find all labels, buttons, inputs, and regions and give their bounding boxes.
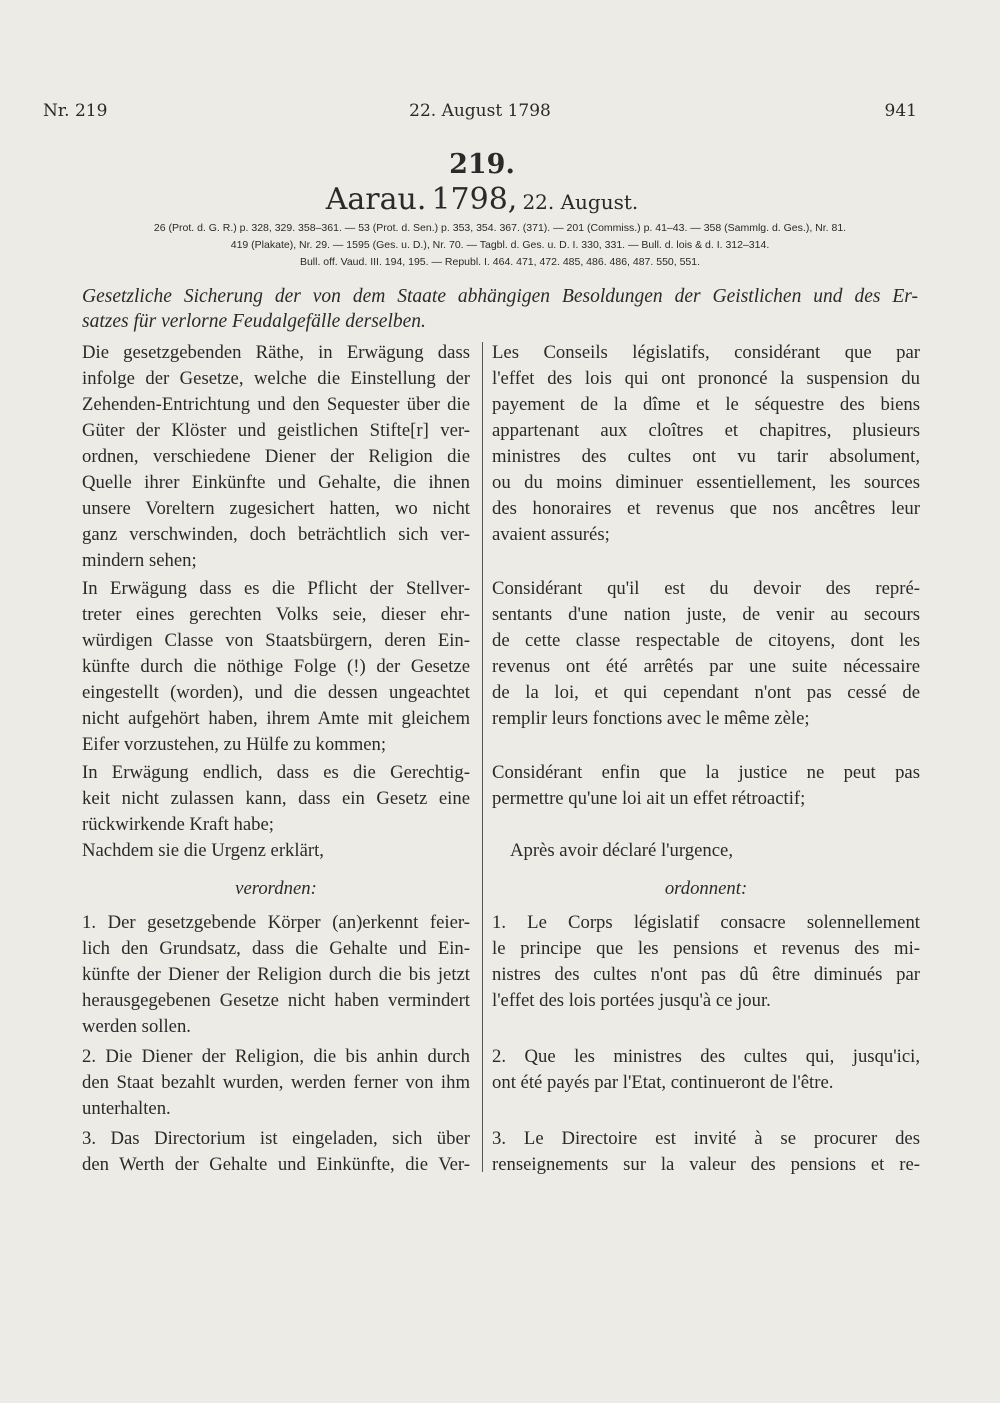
german-verordnen: verordnen: <box>235 878 317 899</box>
french-article-1: 1. Le Corps législatif consacre solennellement le principe que les pensions et revenus des mi- nistres des cultes n'ont pas dû être diminués par l'effet des lois portées jusqu'à ce jour. <box>492 912 920 1011</box>
german-paragraph-3: In Erwägung endlich, dass es die Gerechtig- keit nicht zulassen kann, dass ein Gesetz eine rückwirkende Kraft habe; <box>82 762 470 835</box>
german-article-2: 2. Die Diener der Religion, die bis anhin durch den Staat bezahlt wurden, werden ferner von ihm unterhalten. <box>82 1046 470 1119</box>
source-references <box>70 220 930 271</box>
subject-line: satzes für verlorne Feudalgefälle derselben. <box>82 311 426 332</box>
french-ordonnent: ordonnent: <box>664 878 748 899</box>
subject-line: Gesetzliche Sicherung der von dem Staate abhängigen Besoldungen der Geistlichen und des Er- <box>82 286 918 307</box>
french-article-3: 3. Le Directoire est invité à se procurer des renseignements sur la valeur des pensions et re- <box>492 1128 920 1175</box>
german-article-3: 3. Das Directorium ist eingeladen, sich über den Werth der Gehalte und Einkünfte, die Ver- <box>82 1128 470 1175</box>
german-paragraph-4: Nachdem sie die Urgenz erklärt, <box>82 840 324 861</box>
german-article-1: 1. Der gesetzgebende Körper (an)erkennt feier- lich den Grundsatz, dass die Gehalte und Ein- künfte der Diener der Religion durch die bis jetzt herausgegebenen Gesetze nicht haben vermindert werden sollen. <box>82 912 470 1037</box>
year: 1798, <box>431 182 518 217</box>
german-paragraph-2: In Erwägung dass es die Pflicht der Stellver- treter eines gerechten Volks seie, dieser ehr- würdigen Classe von Staatsbürgern, deren Ein- künfte durch die nöthige Folge (!) der Gesetze eingestellt (worden), und die dessen ungeachtet nicht aufgehört haben, ihrem Amte mit gleichem Eifer vorzustehen, zu Hülfe zu kommen; <box>82 578 470 755</box>
french-paragraph-3: Considérant enfin que la justice ne peut pas permettre qu'une loi ait un effet rétroactif; <box>492 762 920 809</box>
document-number: 219. <box>449 149 515 180</box>
reference-line: Bull. off. Vaud. III. 194, 195. — Republ. I. 464. 471, 472. 485, 486. 486, 487. 550, 551. <box>299 256 701 268</box>
place-name: Aarau. <box>325 182 427 217</box>
subject-heading <box>82 284 918 334</box>
french-paragraph-2: Considérant qu'il est du devoir des repré- sentants d'une nation juste, de venir au secours de cette classe respectable de citoyens, dont les revenus ont été arrêtés par une suite nécessaire de la loi, et qui cependant n'ont pas cessé de remplir leurs fonctions avec le même zèle; <box>492 578 920 729</box>
french-paragraph-1: Les Conseils législatifs, considérant que par l'effet des lois qui ont prononcé la suspension du payement de la dîme et le séquestre des biens appartenant aux cloîtres et chapitres, plusieurs ministres des cultes ont vu tarir absolument, ou du moins diminuer essentiellement, les sources des honoraires et revenus que nos ancêtres leur avaient assurés; <box>492 342 920 545</box>
reference-line: 419 (Plakate), Nr. 29. — 1595 (Ges. u. D.), Nr. 70. — Tagbl. d. Ges. u. D. I. 330, 331. — Bull. d. lois & d. I. 312–314. <box>230 239 770 251</box>
german-paragraph-1: Die gesetzgebenden Räthe, in Erwägung dass infolge der Gesetze, welche die Einstellung der Zehenden-Entrichtung und den Sequester über die Güter der Klöster und geistlichen Stifte[r] ver- ordnen, verschiedene Diener der Religion die Quelle ihrer Einkünfte und Gehalte, die ihnen unsere Voreltern zugesichert hatten, wo nicht ganz verschwinden, doch beträchtlich sich ver- mindern sehen; <box>82 342 470 571</box>
place-date-line <box>0 182 964 222</box>
date: 22. August. <box>522 190 639 214</box>
reference-line: 26 (Prot. d. G. R.) p. 328, 329. 358–361. — 53 (Prot. d. Sen.) p. 353, 354. 367. (371). — 201 (Commiss.) p. 41–43. — 358 (Sammlg. d. Ges.), Nr. 81. <box>153 222 847 234</box>
header-page-number: 941 <box>884 101 917 121</box>
french-paragraph-4: Après avoir déclaré l'urgence, <box>510 840 734 861</box>
header-doc-number: Nr. 219 <box>43 101 108 121</box>
header-date: 22. August 1798 <box>409 101 551 121</box>
column-divider <box>482 342 483 1172</box>
french-article-2: 2. Que les ministres des cultes qui, jusqu'ici, ont été payés par l'Etat, continueront de l'être. <box>492 1046 920 1093</box>
